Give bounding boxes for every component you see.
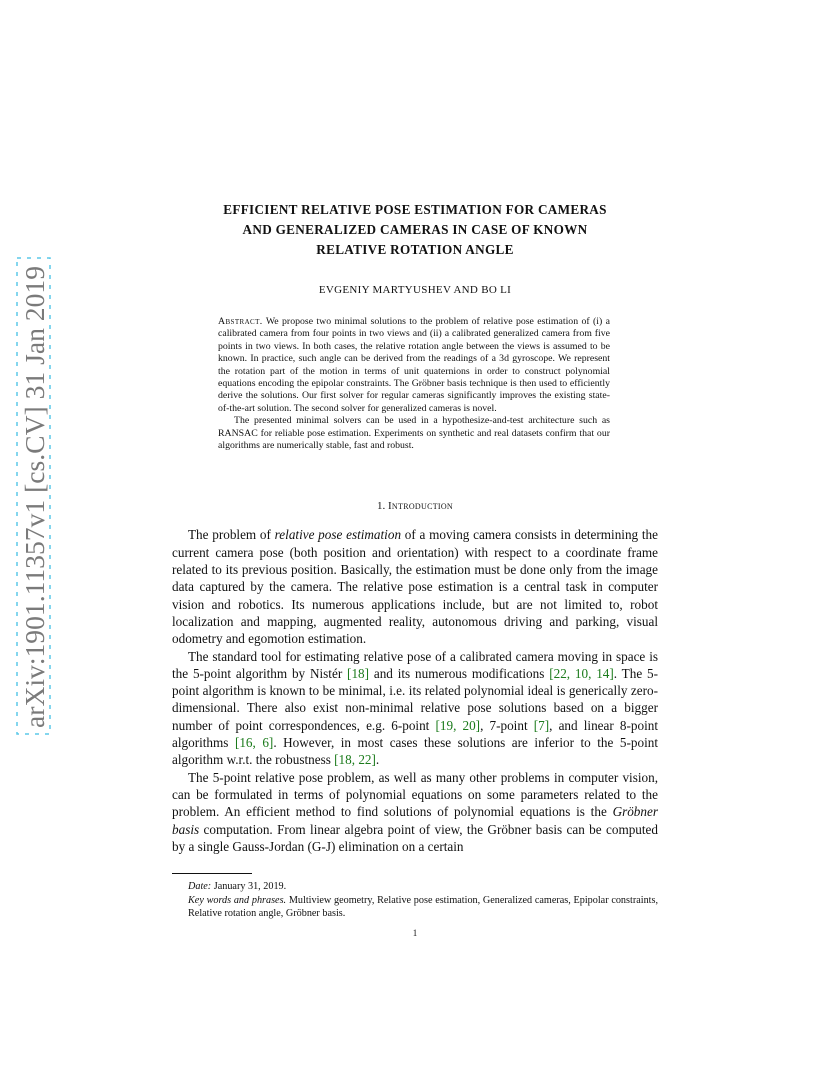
title-line-2: AND GENERALIZED CAMERAS IN CASE OF KNOWN [242,222,588,237]
citation-link[interactable]: [22, 10, 14] [549,665,614,681]
text-run: , and linear 8-point algorithms [172,717,658,751]
abstract [218,316,610,452]
text-run: The standard tool for estimating relative pose of a calibrated camera moving in space is the 5-point algorithm by Nistér [172,648,658,681]
section-heading-introduction [172,500,658,512]
citation-link[interactable]: [18] [347,665,370,681]
citation-link[interactable]: [19, 20] [435,717,481,733]
emphasis-grobner-basis: Gröbner basis [172,804,658,837]
keywords-label: Key words and phrases. [188,894,287,906]
text-run: of a moving camera consists in determining the current camera pose (both position and orientation) with respect to a coordinate frame related to its previous position. Basically, the estimation must be done only from the image data captured by the camera. The relative pose estimation is a central task in computer vision and robotics. Its numerous applications include, but are not limited to, robot localization and mapping, augmented reality, autonomous driving and parking, visual odometry and egomotion estimation. [172,527,659,647]
abstract-paragraph-2: The presented minimal solvers can be used in a hypothesize-and-test architecture such as RANSAC for reliable pose estimation. Experiments on synthetic and real datasets confirm that our algorithms are numerically stable, fast and robust. [218,415,610,452]
text-run: and its numerous modifications [369,665,550,681]
text-run: The problem of [188,527,275,543]
intro-paragraph-3 [172,769,658,855]
abstract-paragraph-1 [218,316,610,415]
abstract-label: Abstract. [218,316,263,327]
page-number: 1 [412,928,418,939]
intro-paragraph-2 [172,648,658,769]
emphasis-relative-pose: relative pose estimation [274,527,402,543]
text-run: computation. From linear algebra point of view, the Gröbner basis can be computed by a single Gauss-Jordan (G-J) elimination on a certain [172,821,658,854]
arxiv-stamp-svg [0,0,70,1072]
keywords-value: Multiview geometry, Relative pose estimation, Generalized cameras, Epipolar constraints, Relative rotation angle, Gröbner basis. [188,894,659,919]
introduction-body [172,526,658,855]
citation-link[interactable]: [18, 22] [334,752,376,768]
date-label: Date: [188,881,212,893]
footnote-rule [172,873,252,874]
section-title: Introduction [387,500,454,513]
paper-title [172,200,658,260]
title-line-1: EFFICIENT RELATIVE POSE ESTIMATION FOR CAMERAS [223,202,607,217]
text-run: . However, in most cases these solutions are inferior to the 5-point algorithm w.r.t. the robustness [172,735,658,768]
intro-paragraph-1 [172,526,658,647]
date-value: January 31, 2019. [211,881,287,893]
text-run: . The 5-point algorithm is known to be minimal, i.e. its related polynomial ideal is generically zero-dimensional. There also exist non-minimal relative pose solutions based on a bigger number of point correspondences, e.g. 6-point [172,665,658,733]
section-number: 1. [376,500,386,513]
abstract-text-1: We propose two minimal solutions to the problem of relative pose estimation of (i) a calibrated camera from four points in two views and (ii) a calibrated generalized camera from five points in two views. In both cases, the relative rotation angle between the views is assumed to be known. In practice, such angle can be derived from the readings of a 3d gyroscope. We represent the rotation part of the motion in terms of unit quaternions in order to construct polynomial equations encoding the epipolar constraints. The Gröbner basis technique is then used to efficiently derive the solutions. Our first solver for regular cameras significantly improves the existing state-of-the-art solution. The second solver for generalized cameras is novel. [218,316,610,414]
authors: EVGENIY MARTYUSHEV AND BO LI [318,284,512,296]
text-run: , 7-point [480,717,534,733]
title-line-3: RELATIVE ROTATION ANGLE [316,242,514,257]
arxiv-identifier-stamp [0,0,70,1072]
citation-link[interactable]: [16, 6] [234,735,274,751]
arxiv-id-text: arXiv:1901.11357v1 [cs.CV] 31 Jan 2019 [19,267,50,728]
paper-page [172,200,658,938]
citation-link[interactable]: [7] [533,717,550,733]
footnote-date [172,880,658,893]
footnotes [172,880,658,920]
text-run: . [375,752,380,768]
text-run: The 5-point relative pose problem, as well as many other problems in computer vision, can be formulated in terms of polynomial equations on some parameters related to the problem. An efficient method to find solutions of polynomial equations is the [172,769,658,820]
footnote-keywords [172,894,658,921]
